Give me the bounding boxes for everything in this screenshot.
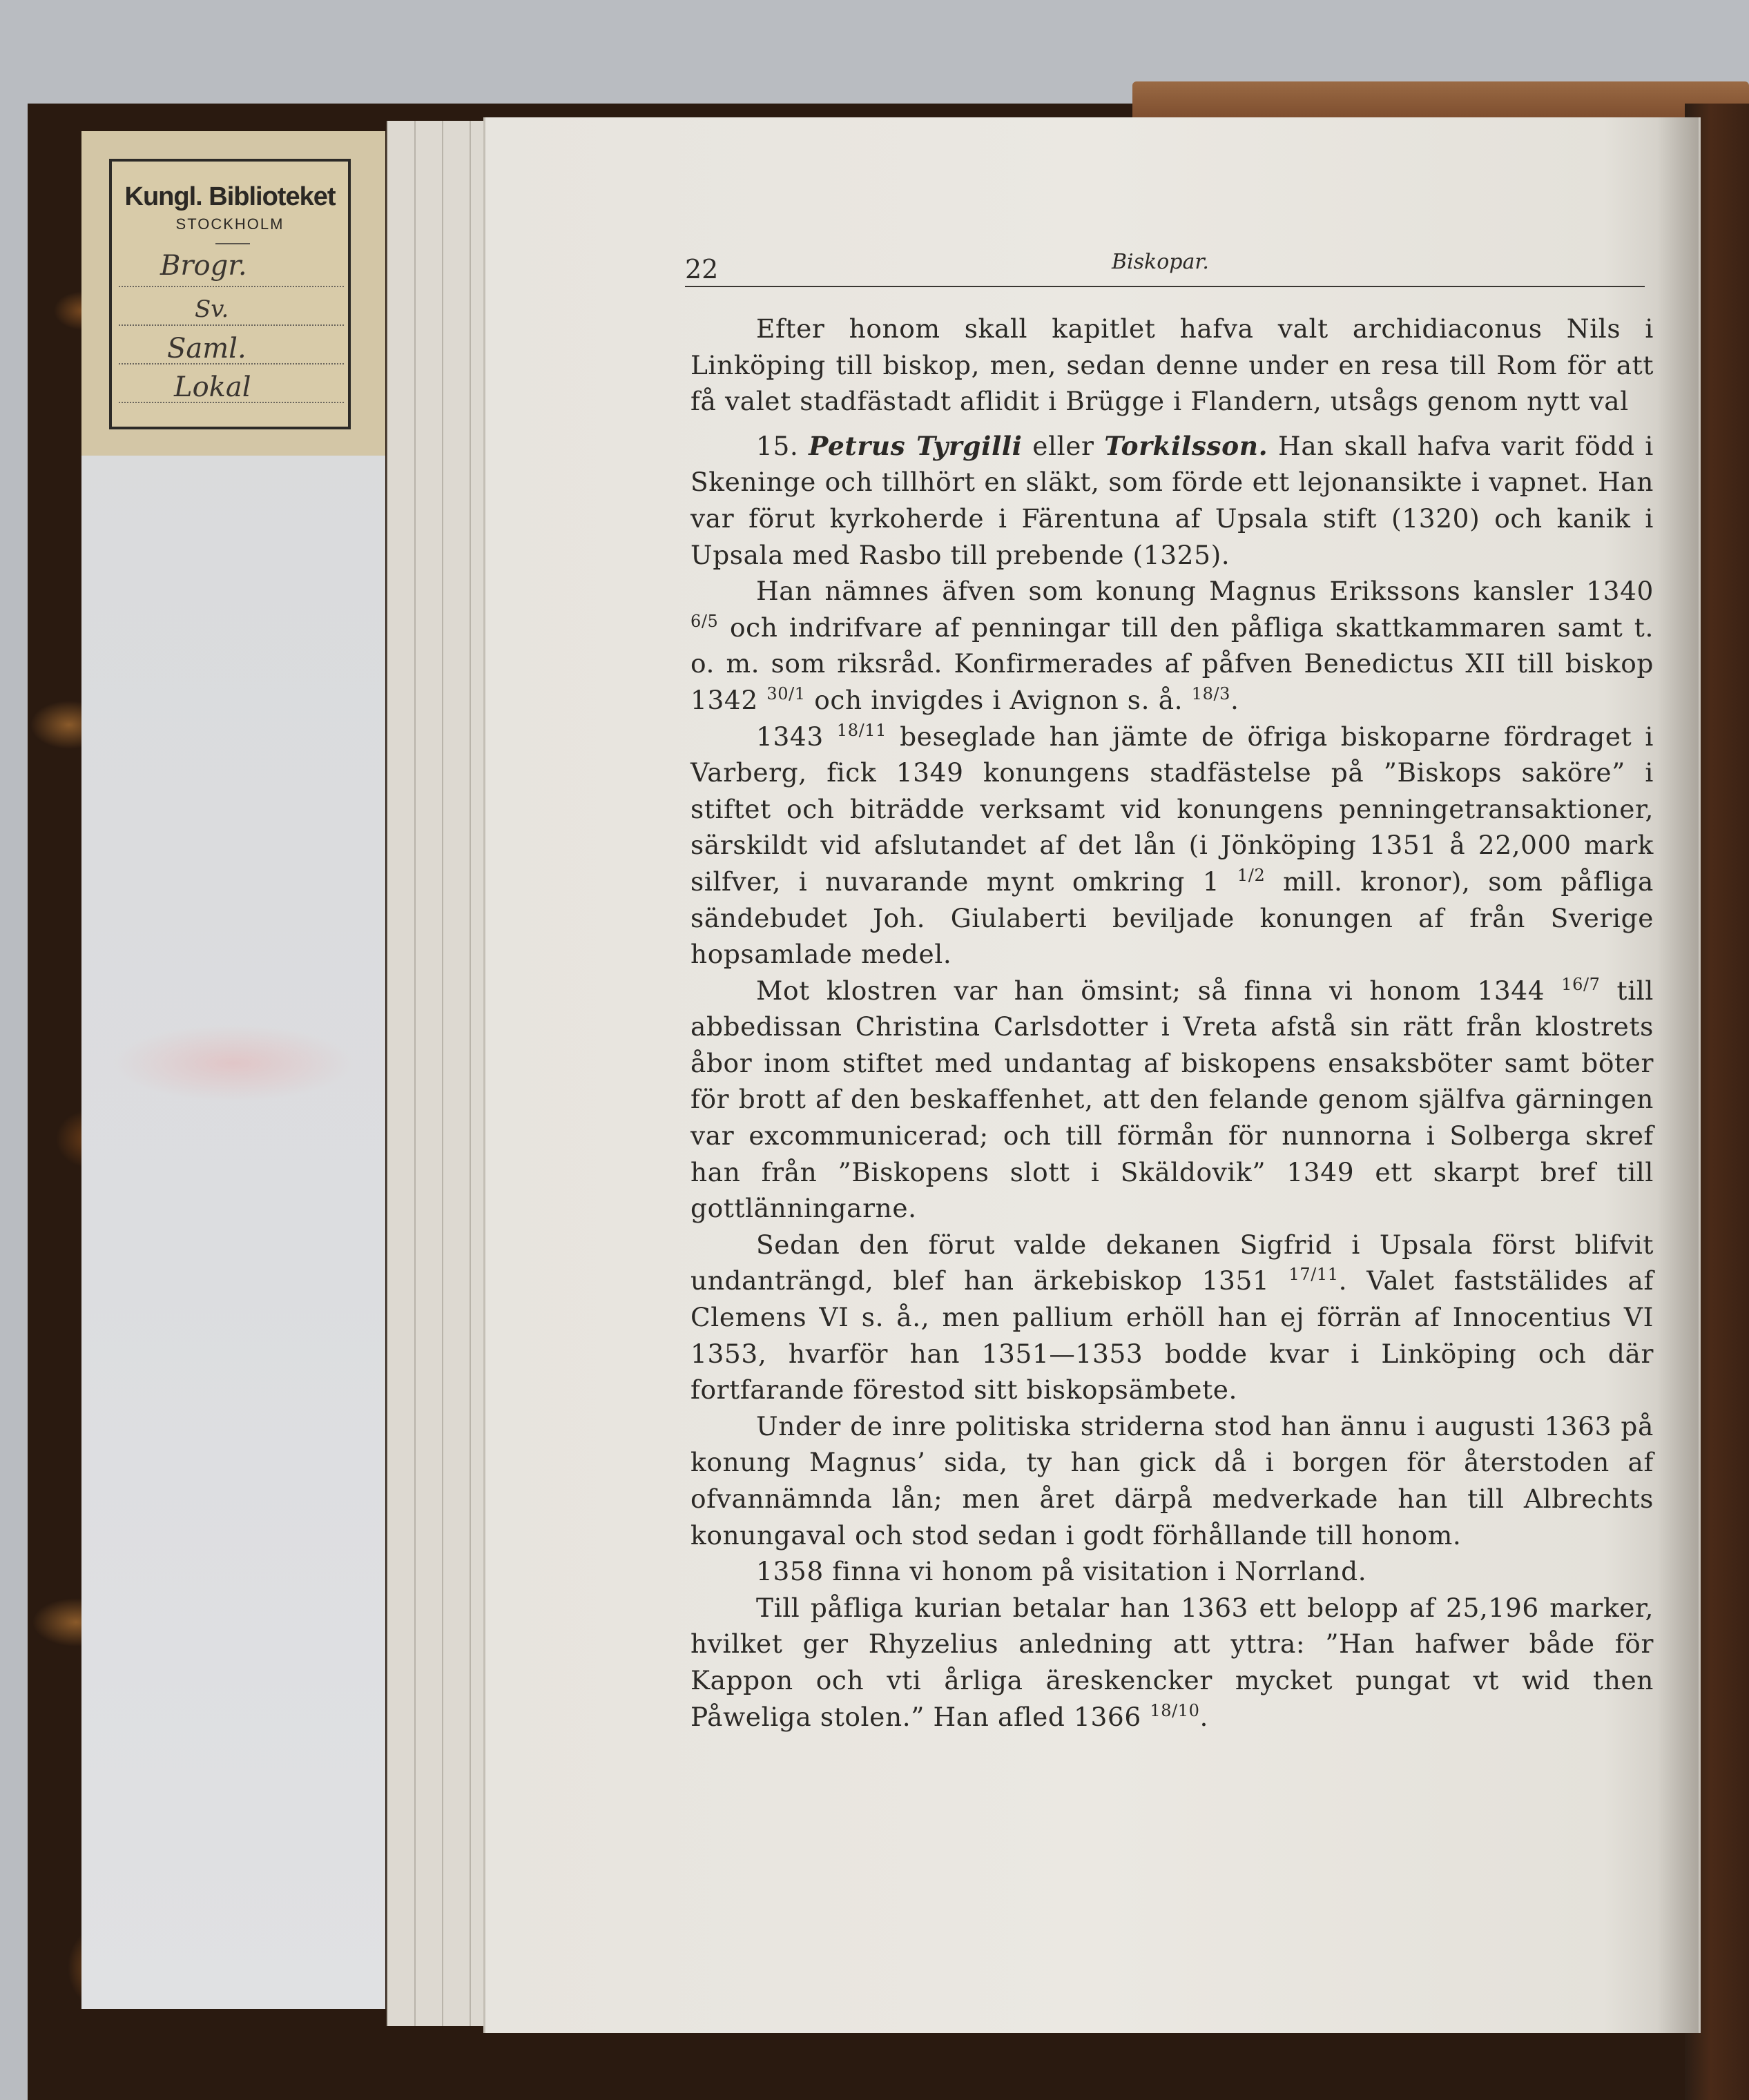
- paragraph: Mot klostren var han ömsint; så finna vi honom 1344 $^{16/7}$ till abbedissan Christina Carlsdotter i Vreta afstå sin rätt från klostrets åbor inom stiftet med undantag af biskopens ensaksböter samt böter för brott af den beskaffenhet, att den felande genom själfva gärningen var excommunicerad; och till förmån för nunnorna i Solberga skref han från ”Biskopens slott i Skäldovik” 1349 ett skarpt bref till gottlänningarne.: [690, 974, 1654, 1224]
- paragraph: Han nämnes äfven som konung Magnus Erikssons kansler 1340 $^{6/5}$ och indrifvare af penningar till den påfliga skattkammaren samt t. o. m. som riksråd. Konfirmerades af påfven Benedictus XII till biskop 1342 $^{30/1}$ och invigdes i Avignon s. å. $^{18/3}$.: [690, 576, 1654, 715]
- leather-spine-top: [1132, 81, 1749, 123]
- date-fraction: 6/5: [690, 611, 719, 631]
- page-edge: [442, 121, 471, 2026]
- date-fraction: 18/11: [836, 720, 887, 740]
- paragraph: Under de inre politiska striderna stod han ännu i augusti 1363 på konung Magnus’ sida, ty han gick då i borgen för återstoden af ofvannämnda lån; men året därpå medverkade han till Albrechts konungaval och stod sedan i godt förhållande till honom.: [690, 1410, 1654, 1550]
- paragraph: 1343 $^{18/11}$ beseglade han jämte de öfriga biskoparne fördraget i Varberg, fick 1349 konungens stadfästelse på ”Biskops saköre” i stiftet och biträdde verksamt vid konungens penningetransaktioner, särskildt vid afslutandet af det lån (i Jönköping 1351 å 22,000 mark silfver, i nuvarande mynt omkring 1 $^{1/2}$ mill. kronor), som påfliga sändebudet Joh. Giulaberti beviljade konungen af från Sverige hopsamlade medel.: [690, 720, 1654, 970]
- date-fraction: 16/7: [1561, 974, 1601, 994]
- bishop-name: Petrus Tyrgilli: [809, 430, 1023, 461]
- handwritten-shelfmark: Sv.: [195, 295, 229, 323]
- header-rule: [685, 286, 1645, 287]
- library-label-subtitle: STOCKHOLM: [175, 215, 284, 233]
- date-fraction: 18/10: [1150, 1700, 1200, 1720]
- library-label: [109, 159, 351, 429]
- page-number: 22: [685, 254, 719, 284]
- running-title: Biskopar.: [1112, 250, 1209, 274]
- paragraph: Sedan den förut valde dekanen Sigfrid i Upsala först blifvit undanträngd, blef han ärkebiskop 1351 $^{17/11}$. Valet faststälides af Clemens VI s. å., men pallium erhöll han ej förrän af Innocentius VI 1353, hvarför han 1351—1353 bodde kvar i Linköping och där fortfarande förestod sitt biskopsämbete.: [690, 1229, 1654, 1406]
- paragraph: Efter honom skall kapitlet hafva valt archidiaconus Nils i Linköping till biskop, men, sedan denne under en resa till Rom för att få valet stadfästadt aflidit i Brügge i Flandern, utsågs genom nytt val: [690, 313, 1654, 417]
- date-fraction: 18/3: [1191, 683, 1230, 703]
- page-body: [690, 311, 1654, 1735]
- library-label-title: Kungl. Biblioteket: [124, 182, 336, 211]
- fraction: 1/2: [1237, 865, 1266, 885]
- bishop-alt-name: Torkilsson.: [1104, 430, 1268, 461]
- page-edge: [414, 121, 443, 2026]
- label-line: [119, 324, 344, 326]
- paragraph: Till påfliga kurian betalar han 1363 ett belopp af 25,196 marker, hvilket ger Rhyzelius anledning att yttra: ”Han hafwer både för Kappon och vti årliga äreskencker mycket pungat vt wid then Påweliga stolen.” Han afled 1366 $^{18/10}$.: [690, 1592, 1654, 1732]
- handwritten-shelfmark: Saml.: [167, 333, 247, 364]
- paragraph: 15. Petrus Tyrgilli eller Torkilsson. Han skall hafva varit född i Skeninge och tillhört en släkt, som förde ett lejonansikte i vapnet. Han var förut kyrkoherde i Färentuna af Upsala stift (1320) och kanik i Upsala med Rasbo till prebende (1325).: [690, 430, 1654, 570]
- paragraph: 1358 finna vi honom på visitation i Norrland.: [756, 1556, 1367, 1587]
- handwritten-shelfmark: Lokal: [174, 371, 251, 403]
- date-fraction: 30/1: [766, 683, 806, 703]
- date-fraction: 17/11: [1288, 1265, 1339, 1285]
- handwritten-shelfmark: Brogr.: [160, 250, 247, 282]
- label-divider: [215, 243, 250, 244]
- page-gutter-shadow: [1657, 117, 1699, 2033]
- endpaper-stain: [81, 1001, 385, 1125]
- label-line: [119, 286, 344, 287]
- page-edge: [387, 121, 416, 2026]
